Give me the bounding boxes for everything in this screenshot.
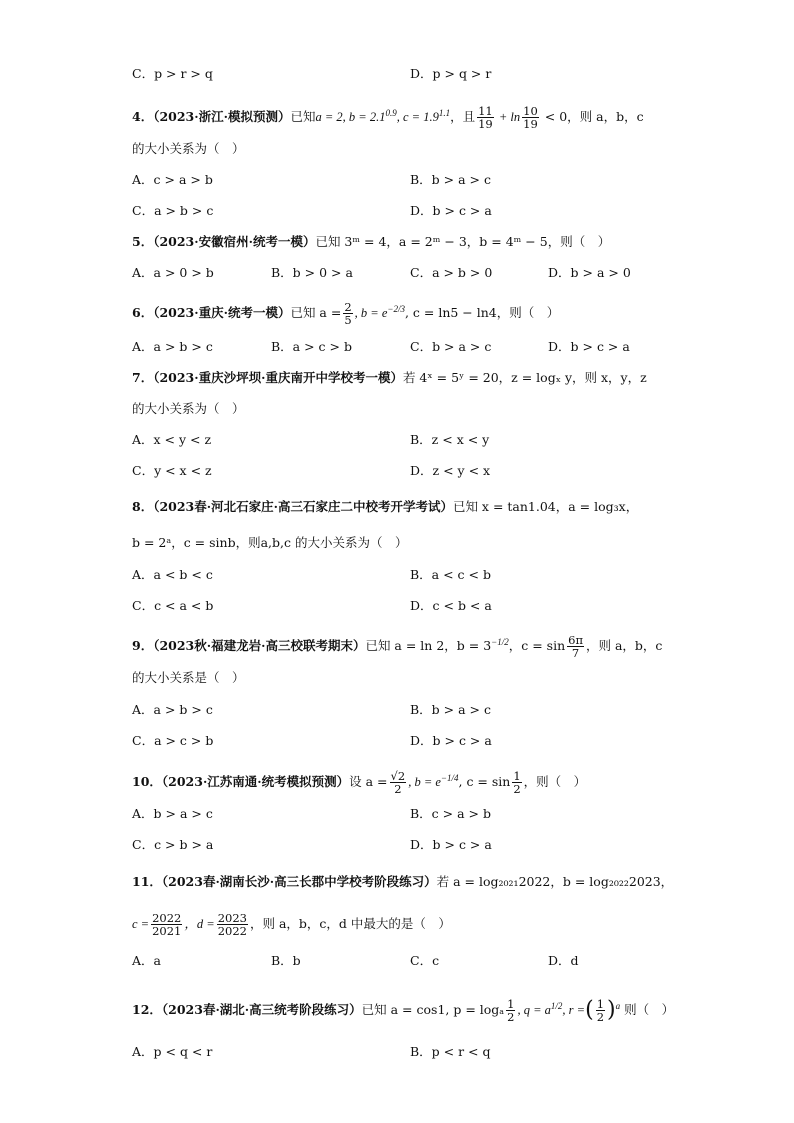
question-9 [132,632,662,659]
option-a: A．a > b > c [132,702,213,717]
math-expr: , c = 1.9 [396,110,439,125]
question-text: 若 4ˣ = 5ʸ = 20，z = logₓ y，则 x，y，z [402,370,647,385]
option-b: B．b > 0 > a [271,265,353,280]
option-b: B．a > c > b [271,339,352,354]
question-text-line2: b = 2ᵃ，c = sinb，则a,b,c 的大小关系为（ ） [132,535,408,550]
option-d: D．z < y < x [410,463,491,478]
option-d: D．p > q > r [410,66,492,81]
option-c: C．c < a < b [132,598,214,613]
question-source: （2023春·湖南长沙·高三长郡中学校考阶段练习） [161,874,437,889]
fraction: $\frac{2}{5}$ [344,300,352,328]
question-source: （2023春·河北石家庄·高三石家庄二中校考开学考试） [153,499,453,514]
question-number: 11． [132,874,162,889]
exponent: −2/3 [387,304,405,314]
fraction: $\frac{6\pi}{7}$ [568,633,583,661]
option-d: D．c < b < a [410,598,492,613]
option-a: A．p < q < r [132,1044,213,1059]
option-c: C．c > b > a [132,837,214,852]
option-a: A．a [132,953,161,968]
option-b: B．p < r < q [410,1044,491,1059]
question-text: 已知 3ᵐ = 4，a = 2ᵐ − 3，b = 4ᵐ − 5，则（ ） [315,234,611,249]
exponent: 1.1 [438,108,451,118]
question-number: 8． [132,499,154,514]
question-6 [132,299,559,326]
question-text: ，则 a，b，c [586,638,663,654]
question-source: （2023·江苏南通·统考模拟预测） [161,774,350,790]
question-number: 5． [132,234,154,249]
option-c: C．y < x < z [132,463,212,478]
question-text: ，c = sin [508,638,566,654]
option-d: D．b > c > a [410,203,492,218]
fraction: $\frac{1}{2}$ [596,997,605,1025]
fraction: $\frac{10}{19}$ [523,104,538,132]
fraction: $\frac{√2}{2}$ [390,769,406,797]
option-a: A．b > a > c [132,806,213,821]
question-text-line2: 的大小关系是（ ） [132,670,245,685]
question-number: 10． [132,774,162,790]
fraction: $\frac{11}{19}$ [478,104,493,132]
question-source: （2023·重庆·统考一模） [153,305,291,321]
exponent: −1/4 [440,773,459,783]
fraction: $\frac{2022}{2021}$ [152,911,182,938]
question-10 [132,768,586,795]
question-8 [132,497,638,517]
option-d: D．d [548,953,579,968]
question-number: 6． [132,305,154,321]
question-text: 已知 a = [290,305,342,321]
question-source: （2023·重庆沙坪坝·重庆南开中学校考一模） [153,370,403,385]
question-source: （2023·安徽宿州·统考一模） [153,234,316,249]
option-b: B．b [271,953,301,968]
option-d: D．b > a > 0 [548,265,631,280]
option-a: A．c > a > b [132,172,213,187]
option-c: C．a > b > c [132,203,214,218]
option-a: A．a > b > c [132,339,213,354]
option-b: B．z < x < y [410,432,490,447]
exponent: 1/2 [550,1001,563,1011]
question-text: 已知 x = tan1.04，a = log₃x， [452,499,639,514]
math-expr: c = [132,917,150,931]
question-text: ，且 [450,109,476,125]
question-4 [132,103,644,130]
option-c: C．b > a > c [410,339,492,354]
option-c: C．a > b > 0 [410,265,493,280]
option-c: C．p > r > q [132,66,213,81]
question-number: 9． [132,638,154,654]
math-expr: , q = a [517,1003,551,1018]
math-expr: , b = e [354,306,388,321]
fraction: $\frac{2023}{2022}$ [217,911,247,938]
question-text: 已知 a = ln 2，b = 3 [365,638,492,654]
question-text: < 0，则 a，b，c [540,109,644,125]
question-source: （2023春·湖北·高三统考阶段练习） [161,1002,362,1018]
paren: ) [607,997,616,1023]
math-expr: , b = e [408,775,441,790]
exponent: 0.9 [385,108,397,118]
question-text: , c = sin [458,774,511,790]
question-number: 12． [132,1002,162,1018]
question-text: ，则 a，b，c，d 中最大的是（ ） [249,916,451,931]
question-text: 已知 a = cos1, p = logₐ [361,1002,505,1018]
question-source: （2023·浙江·模拟预测） [153,109,291,125]
fraction: $\frac{1}{2}$ [513,769,521,797]
option-b: B．a < c < b [410,567,491,582]
exponent: −1/2 [491,637,509,647]
paren: ( [585,997,594,1023]
question-text: 若 a = log₂₀₂₁2022，b = log₂₀₂₂2023， [436,874,674,889]
math-expr: a = 2, b = 2.1 [315,110,386,125]
question-text: 设 a = [349,774,388,790]
question-text: 已知 [290,109,316,125]
question-11 [132,872,673,892]
option-a: A．x < y < z [132,432,212,447]
question-text: ，则（ ） [523,774,587,790]
option-a: A．a > 0 > b [132,265,214,280]
option-d: D．b > c > a [548,339,630,354]
question-text: , c = ln5 − ln4，则（ ） [404,305,560,321]
question-text-line2: 的大小关系为（ ） [132,141,245,156]
math-expr: + ln [495,110,521,125]
question-text-line2: 的大小关系为（ ） [132,401,245,416]
option-b: B．b > a > c [410,172,491,187]
question-5 [132,232,610,252]
question-11-line2 [132,912,451,937]
option-d: D．b > c > a [410,733,492,748]
option-b: B．b > a > c [410,702,491,717]
question-7 [132,368,647,388]
math-expr: , r = [562,1003,586,1018]
question-number: 7． [132,370,154,385]
math-expr: ，d = [184,917,215,931]
option-a: A．a < b < c [132,567,213,582]
option-c: C．c [410,953,440,968]
question-source: （2023秋·福建龙岩·高三校联考期末） [153,638,366,654]
option-b: B．c > a > b [410,806,491,821]
question-number: 4． [132,109,154,125]
question-12 [132,996,674,1023]
option-c: C．a > c > b [132,733,214,748]
fraction: $\frac{1}{2}$ [507,997,515,1025]
exponent: a [615,1001,621,1011]
question-text: 则（ ） [620,1002,675,1018]
option-d: D．b > c > a [410,837,492,852]
